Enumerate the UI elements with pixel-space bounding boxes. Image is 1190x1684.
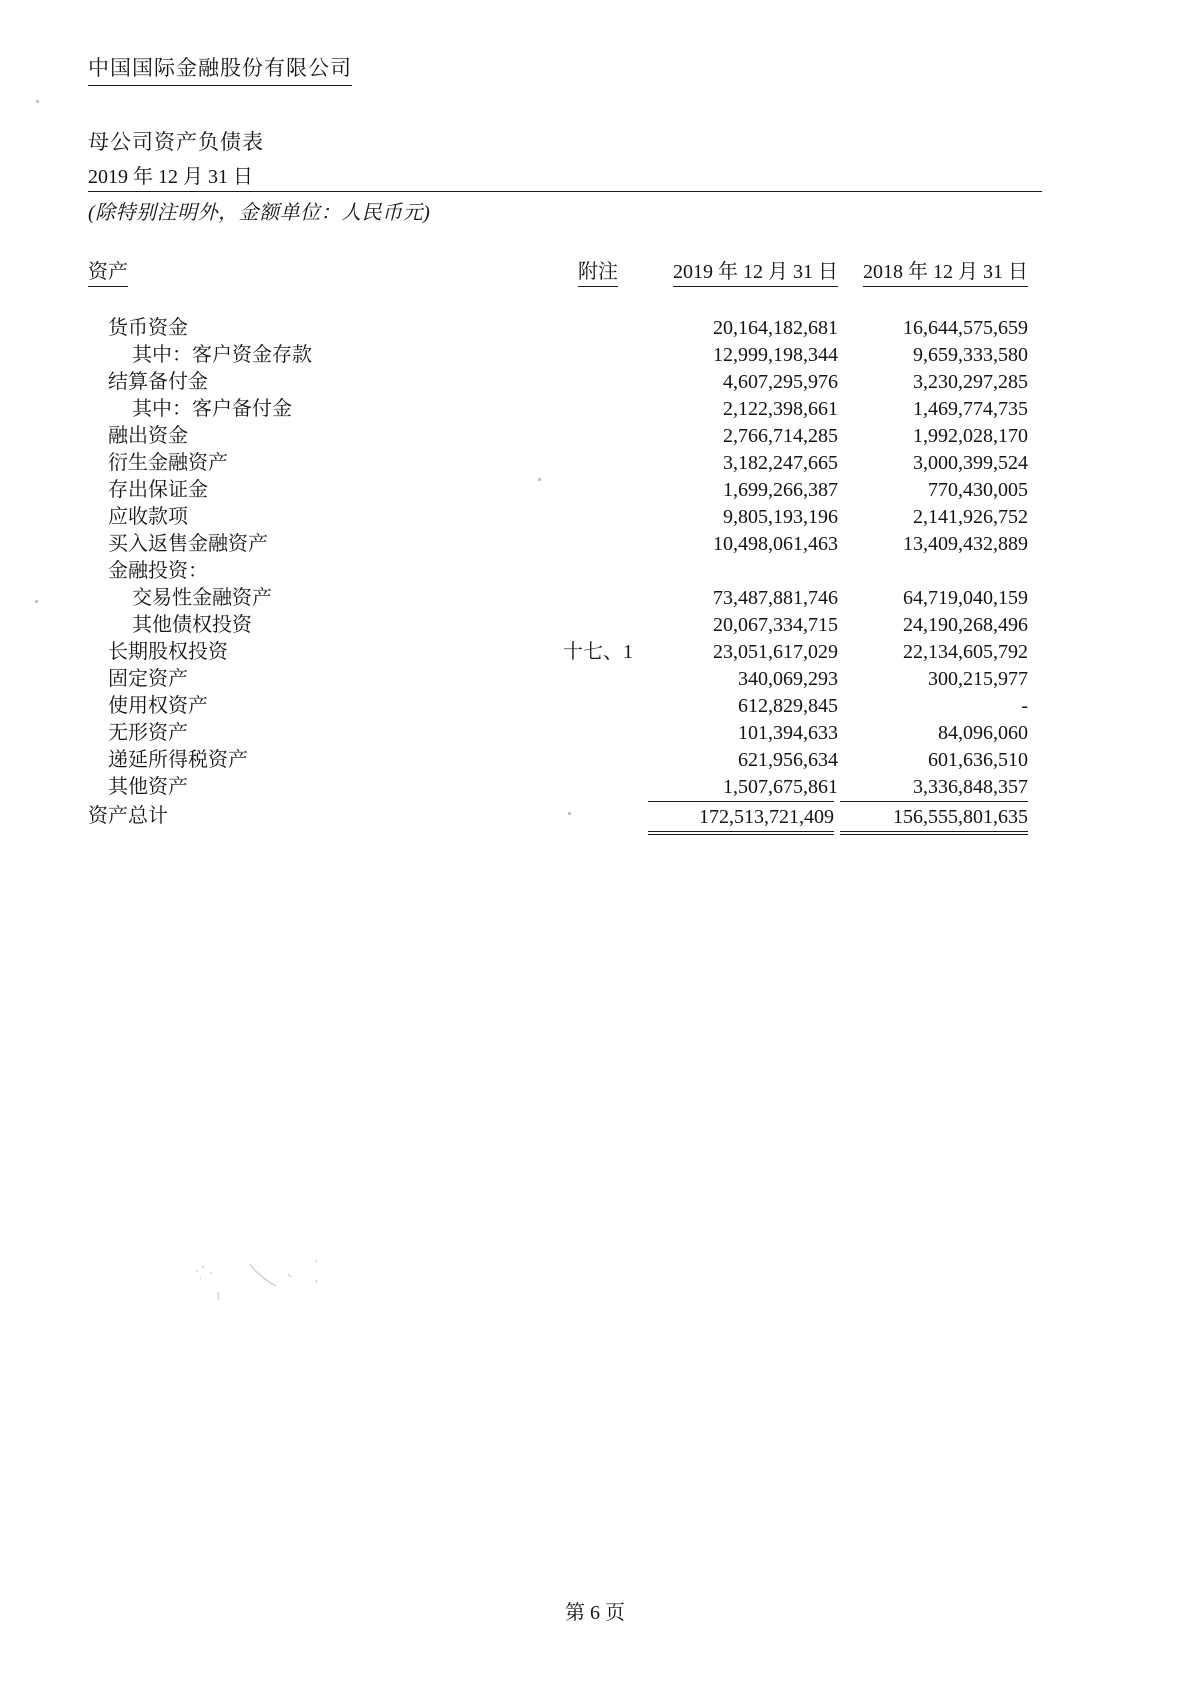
row-value-2019: 621,956,634 <box>738 749 838 771</box>
table-row <box>88 774 1028 801</box>
row-value-2019: 3,182,247,665 <box>723 452 838 474</box>
row-value-2019: 12,999,198,344 <box>713 344 838 366</box>
page-number: 第 6 页 <box>565 1602 625 1624</box>
row-value-2018: - <box>1021 695 1028 717</box>
row-label: 长期股权投资 <box>108 641 228 663</box>
row-note: 十七、1 <box>563 641 633 663</box>
row-value-2019: 1,507,675,861 <box>723 776 838 798</box>
row-label: 融出资金 <box>108 425 188 447</box>
table-row <box>88 396 1028 423</box>
report-title: 母公司资产负债表 <box>88 130 264 154</box>
row-value-2018: 3,230,297,285 <box>913 371 1028 393</box>
scan-speck <box>36 100 39 103</box>
table-row <box>88 342 1028 369</box>
col-header-2018: 2018 年 12 月 31 日 <box>838 255 1028 287</box>
table-body <box>88 315 1028 835</box>
scan-speck <box>35 600 38 603</box>
row-value-2019: 1,699,266,387 <box>723 479 838 501</box>
table-row <box>88 450 1028 477</box>
row-value-2019: 2,122,398,661 <box>723 398 838 420</box>
row-value-2019: 101,394,633 <box>738 722 838 744</box>
row-value-2018: 2,141,926,752 <box>913 506 1028 528</box>
row-value-2018: 770,430,005 <box>928 479 1028 501</box>
row-label: 其他债权投资 <box>132 614 252 636</box>
row-label: 衍生金融资产 <box>108 452 228 474</box>
table-row <box>88 558 1028 585</box>
row-value-2018: 1,469,774,735 <box>913 398 1028 420</box>
table-row <box>88 315 1028 342</box>
company-name-block <box>88 0 1042 86</box>
row-value-2019: 20,067,334,715 <box>713 614 838 636</box>
row-label: 买入返售金融资产 <box>108 533 268 555</box>
table-row <box>88 666 1028 693</box>
table-row <box>88 639 1028 666</box>
table-row <box>88 423 1028 450</box>
row-value-2018: 22,134,605,792 <box>903 641 1028 663</box>
row-value-2019: 10,498,061,463 <box>713 533 838 555</box>
row-label: 应收款项 <box>108 506 188 528</box>
col-header-2019: 2019 年 12 月 31 日 <box>648 255 838 287</box>
scan-speck <box>568 812 571 815</box>
row-label: 其中：客户资金存款 <box>132 344 312 366</box>
row-label: 其他资产 <box>108 776 188 798</box>
row-value-2018: 601,636,510 <box>928 749 1028 771</box>
total-value-2019: 172,513,721,409 <box>648 801 834 835</box>
row-value-2018: 9,659,333,580 <box>913 344 1028 366</box>
row-value-2019: 612,829,845 <box>738 695 838 717</box>
table-row <box>88 504 1028 531</box>
table-row <box>88 531 1028 558</box>
row-value-2018: 84,096,060 <box>938 722 1028 744</box>
row-label: 使用权资产 <box>108 695 208 717</box>
table-row <box>88 477 1028 504</box>
table-row <box>88 369 1028 396</box>
row-value-2018: 3,336,848,357 <box>913 776 1028 798</box>
row-label: 结算备付金 <box>108 371 208 393</box>
row-value-2018: 16,644,575,659 <box>903 317 1028 339</box>
row-label: 存出保证金 <box>108 479 208 501</box>
row-label: 金融投资： <box>108 560 208 582</box>
row-label: 货币资金 <box>108 317 188 339</box>
total-label: 资产总计 <box>88 805 168 827</box>
total-row <box>88 801 1028 835</box>
unit-note: (除特别注明外，金额单位：人民币元) <box>88 202 431 224</box>
col-header-asset: 资产 <box>88 255 548 287</box>
report-date: 2019 年 12 月 31 日 <box>88 160 1042 192</box>
table-row <box>88 747 1028 774</box>
row-label: 无形资产 <box>108 722 188 744</box>
row-label: 其中：客户备付金 <box>132 398 292 420</box>
scan-speck <box>538 478 541 481</box>
row-value-2018: 64,719,040,159 <box>903 587 1028 609</box>
row-value-2018: 3,000,399,524 <box>913 452 1028 474</box>
row-value-2018: 300,215,977 <box>928 668 1028 690</box>
row-value-2018: 1,992,028,170 <box>913 425 1028 447</box>
table-row <box>88 720 1028 747</box>
row-value-2019: 4,607,295,976 <box>723 371 838 393</box>
row-label: 固定资产 <box>108 668 188 690</box>
row-label: 递延所得税资产 <box>108 749 248 771</box>
pencil-scribble <box>192 1252 332 1322</box>
table-row <box>88 693 1028 720</box>
row-value-2018: 13,409,432,889 <box>903 533 1028 555</box>
row-label: 交易性金融资产 <box>132 587 272 609</box>
row-value-2019: 20,164,182,681 <box>713 317 838 339</box>
total-value-2018: 156,555,801,635 <box>840 801 1028 835</box>
col-header-note: 附注 <box>548 255 648 287</box>
row-value-2018: 24,190,268,496 <box>903 614 1028 636</box>
row-value-2019: 2,766,714,285 <box>723 425 838 447</box>
company-name: 中国国际金融股份有限公司 <box>88 52 352 86</box>
table-row <box>88 612 1028 639</box>
total-note <box>538 801 638 835</box>
table-header-row <box>88 255 1028 287</box>
row-value-2019: 23,051,617,029 <box>713 641 838 663</box>
row-value-2019: 9,805,193,196 <box>723 506 838 528</box>
row-value-2019: 340,069,293 <box>738 668 838 690</box>
table-row <box>88 585 1028 612</box>
balance-sheet-table <box>88 255 1028 835</box>
row-value-2019: 73,487,881,746 <box>713 587 838 609</box>
